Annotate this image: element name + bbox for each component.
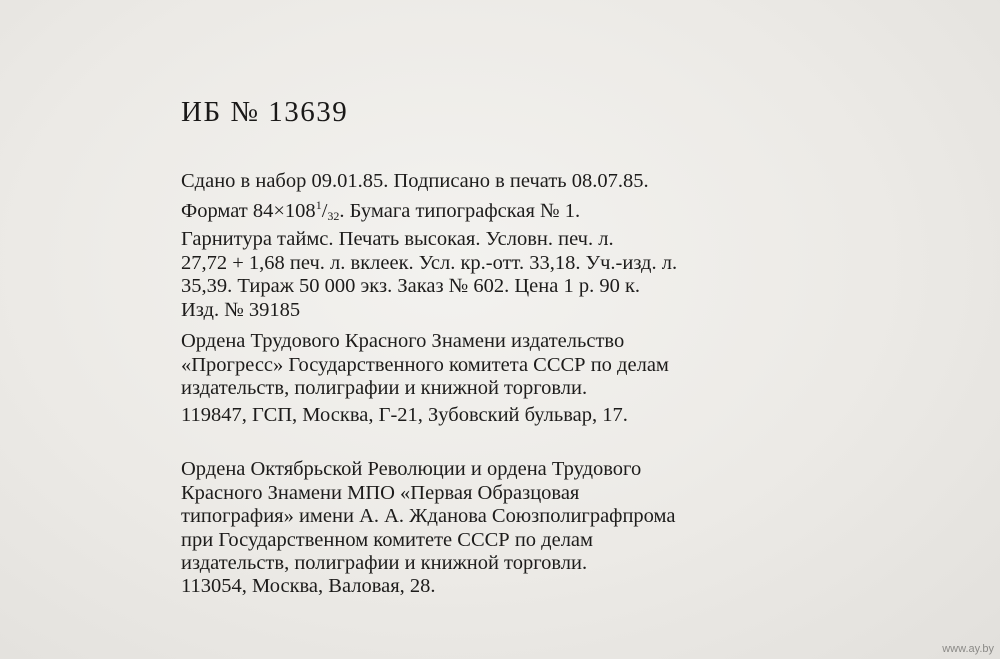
format-numerator: 1 — [315, 197, 322, 212]
publisher-address: 119847, ГСП, Москва, Г-21, Зубовский бульвар, 17. — [181, 404, 628, 426]
ib-number: ИБ № 13639 — [181, 96, 349, 128]
printer-info — [181, 458, 675, 576]
printer-address: 113054, Москва, Валовая, 28. — [181, 575, 436, 597]
publisher-info — [181, 330, 669, 401]
publisher-line: издательств, полиграфии и книжной торговли. — [181, 377, 588, 400]
publisher-line: Ордена Трудового Красного Знамени издательство — [181, 330, 625, 352]
imprint-line: 27,72 + 1,68 печ. л. вклеек. Усл. кр.-отт. 33,18. Уч.-изд. л. — [181, 251, 678, 274]
printer-line: Красного Знамени МПО «Первая Образцовая — [181, 481, 580, 504]
watermark: www.ay.by — [942, 643, 994, 655]
printer-line: типография» имени А. А. Жданова Союзполиграфпрома — [181, 505, 676, 528]
imprint-line: 35,39. Тираж 50 000 экз. Заказ № 602. Цена 1 р. 90 к. — [181, 275, 641, 298]
printer-line: Ордена Октябрьской Революции и ордена Трудового — [181, 458, 642, 480]
format-text: Формат 84×108 — [181, 199, 316, 222]
format-denominator: 32 — [327, 208, 340, 223]
imprint-line: Сдано в набор 09.01.85. Подписано в печать 08.07.85. — [181, 170, 649, 192]
imprint-line: Гарнитура таймс. Печать высокая. Условн. печ. л. — [181, 228, 614, 251]
paper-text: . Бумага типографская № 1. — [339, 199, 581, 222]
format-fraction: $^1/_{32}$ — [315, 197, 340, 223]
printer-line: при Государственном комитете СССР по делам — [181, 528, 593, 551]
imprint-line: Изд. № 39185 — [181, 298, 301, 321]
publisher-line: «Прогресс» Государственного комитета СССР по делам — [181, 353, 669, 376]
printer-line: издательств, полиграфии и книжной торговли. — [181, 552, 588, 575]
imprint-format-line — [181, 194, 677, 229]
imprint-details — [181, 170, 677, 323]
